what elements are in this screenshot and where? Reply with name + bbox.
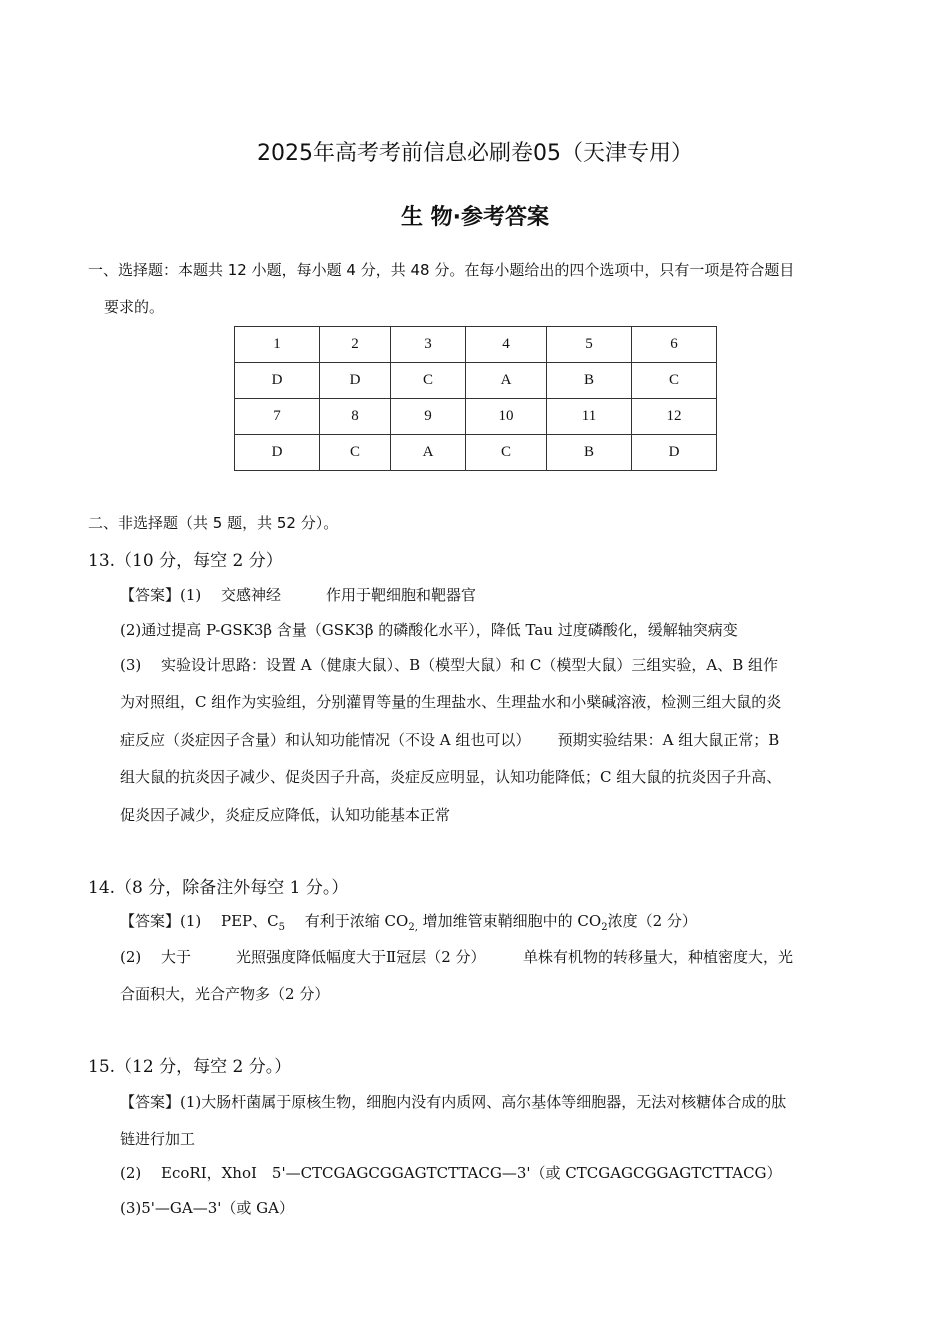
q15-line1: 【答案】(1)大肠杆菌属于原核生物，细胞内没有内质网、高尔基体等细胞器，无法对核糖体合成的肽 — [120, 1093, 787, 1111]
q14-line1 — [120, 910, 697, 933]
table-cell: C — [632, 363, 717, 399]
table-cell: 5 — [547, 327, 632, 363]
q14-line1-sub3: 2 — [601, 922, 608, 933]
page-subtitle: 生 物·参考答案 — [400, 205, 550, 230]
q15-heading: 15.（12 分，每空 2 分。） — [88, 1057, 292, 1077]
table-cell: D — [632, 435, 717, 471]
q13-line6: 组大鼠的抗炎因子减少、促炎因子升高，炎症反应明显，认知功能降低；C 组大鼠的抗炎因子升高、 — [120, 768, 782, 786]
table-cell: 12 — [632, 399, 717, 435]
table-cell: 8 — [320, 399, 391, 435]
q15-line4: (3)5'—GA—3'（或 GA） — [120, 1199, 294, 1217]
q13-line5: 症反应（炎症因子含量）和认知功能情况（不设 A 组也可以） 预期实验结果：A 组大鼠正常；B — [120, 731, 780, 749]
table-cell: 3 — [391, 327, 466, 363]
q13-line1: 【答案】(1) 交感神经 作用于靶细胞和靶器官 — [120, 586, 477, 604]
table-row — [235, 327, 717, 363]
table-cell: A — [466, 363, 547, 399]
q14-line3: 合面积大，光合产物多（2 分） — [120, 985, 330, 1003]
table-cell: 6 — [632, 327, 717, 363]
table-cell: D — [235, 363, 320, 399]
q14-heading: 14.（8 分，除备注外每空 1 分。） — [88, 878, 349, 898]
q14-line1-part-d: 浓度（2 分） — [607, 912, 697, 930]
table-cell: D — [320, 363, 391, 399]
q15-line2: 链进行加工 — [120, 1130, 196, 1148]
table-cell: C — [391, 363, 466, 399]
q13-line3: (3) 实验设计思路：设置 A（健康大鼠）、B（模型大鼠）和 C（模型大鼠）三组实验，A、B 组作 — [120, 656, 779, 674]
q14-line1-part-a: 【答案】(1) PEP、C — [120, 912, 279, 930]
q13-line2: (2)通过提高 P-GSK3β 含量（GSK3β 的磷酸化水平），降低 Tau 过度磷酸化，缓解轴突病变 — [120, 621, 738, 639]
page-title: 2025年高考考前信息必刷卷05（天津专用） — [257, 141, 693, 166]
table-cell: 9 — [391, 399, 466, 435]
answer-table — [234, 326, 717, 471]
table-row — [235, 435, 717, 471]
section1-intro-line2: 要求的。 — [104, 298, 165, 316]
q14-line1-part-b: 有利于浓缩 CO — [285, 912, 409, 930]
q13-line7: 促炎因子减少，炎症反应降低，认知功能基本正常 — [120, 806, 451, 824]
q14-line1-part-c: 增加维管束鞘细胞中的 CO — [417, 912, 602, 930]
q14-line1-sub2: 2, — [408, 922, 418, 933]
table-cell: D — [235, 435, 320, 471]
section1-intro-line1: 一、选择题：本题共 12 小题，每小题 4 分，共 48 分。在每小题给出的四个选项中，只有一项是符合题目 — [88, 261, 795, 279]
table-cell: C — [320, 435, 391, 471]
q14-line1-sub1: 5 — [278, 922, 286, 933]
q15-line3: (2) EcoRⅠ，XhoⅠ 5'—CTCGAGCGGAGTCTTACG—3'（或 CTCGAGCGGAGTCTTACG） — [120, 1164, 782, 1182]
q14-line2: (2) 大于 光照强度降低幅度大于Ⅱ冠层（2 分） 单株有机物的转移量大，种植密度大，光 — [120, 948, 794, 966]
table-row — [235, 363, 717, 399]
table-cell: B — [547, 435, 632, 471]
table-cell: C — [466, 435, 547, 471]
q13-heading: 13.（10 分，每空 2 分） — [88, 551, 283, 571]
table-cell: A — [391, 435, 466, 471]
table-cell: B — [547, 363, 632, 399]
table-cell: 7 — [235, 399, 320, 435]
section2-intro: 二、非选择题（共 5 题，共 52 分）。 — [88, 514, 339, 532]
table-cell: 1 — [235, 327, 320, 363]
table-cell: 2 — [320, 327, 391, 363]
table-cell: 11 — [547, 399, 632, 435]
table-row — [235, 399, 717, 435]
table-cell: 10 — [466, 399, 547, 435]
table-cell: 4 — [466, 327, 547, 363]
q13-line4: 为对照组，C 组作为实验组，分别灌胃等量的生理盐水、生理盐水和小檗碱溶液，检测三组大鼠的炎 — [120, 693, 782, 711]
